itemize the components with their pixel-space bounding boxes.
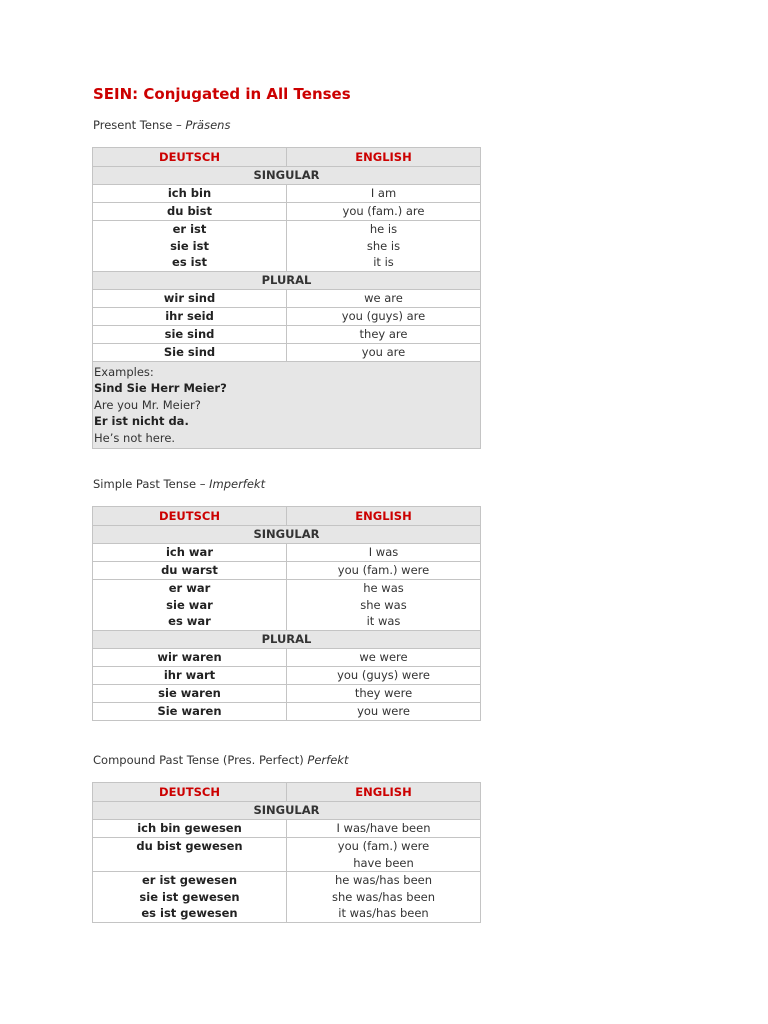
table-row — [93, 343, 481, 361]
header-row — [93, 507, 481, 526]
german-form: er ist gewesen — [141, 873, 238, 887]
german-form: sie ist — [170, 238, 209, 253]
english-translation: I was/have been — [287, 820, 481, 838]
table-row — [93, 580, 481, 631]
table-row — [93, 838, 481, 872]
german-form: er ist — [172, 222, 207, 236]
german-form: sie waren — [93, 684, 287, 702]
header-row — [93, 783, 481, 802]
english-translation: it was — [366, 614, 401, 628]
english-translation: I am — [287, 185, 481, 203]
table-row — [93, 289, 481, 307]
group-label-plural: PLURAL — [93, 630, 481, 648]
english-translation-group — [287, 838, 481, 872]
examples-row — [93, 361, 481, 449]
column-header-english: ENGLISH — [287, 783, 481, 802]
simple-past-heading-text: Simple Past Tense – — [93, 477, 210, 491]
present-heading-german: Präsens — [185, 118, 231, 132]
german-form: ich bin — [93, 185, 287, 203]
german-form: sie sind — [93, 325, 287, 343]
english-translation: have been — [353, 855, 414, 870]
table-row — [93, 185, 481, 203]
table-row — [93, 325, 481, 343]
column-header-english: ENGLISH — [287, 148, 481, 167]
examples-label: Examples: — [94, 364, 154, 379]
english-translation: she was/has been — [331, 889, 436, 904]
german-form: wir sind — [93, 289, 287, 307]
english-translation: you were — [287, 702, 481, 720]
group-label-singular: SINGULAR — [93, 526, 481, 544]
table-row — [93, 684, 481, 702]
german-form: es ist — [172, 255, 207, 269]
german-form: du bist gewesen — [136, 839, 243, 853]
english-translation: they are — [287, 325, 481, 343]
english-translation: it is — [373, 255, 394, 269]
german-form-group — [93, 580, 287, 631]
table-row — [93, 307, 481, 325]
group-label-singular: SINGULAR — [93, 167, 481, 185]
compound-past-heading-german: Perfekt — [307, 753, 349, 767]
english-translation: he is — [369, 222, 398, 236]
group-row-singular — [93, 167, 481, 185]
german-form: du bist — [93, 203, 287, 221]
english-translation: she is — [366, 238, 401, 253]
german-form: er war — [168, 581, 211, 595]
german-form: Sie waren — [93, 702, 287, 720]
present-heading-text: Present Tense – — [93, 118, 186, 132]
english-translation: they were — [287, 684, 481, 702]
example-german: Sind Sie Herr Meier? — [94, 381, 227, 395]
group-row-singular — [93, 526, 481, 544]
german-form-group — [93, 872, 287, 923]
english-translation: we were — [287, 648, 481, 666]
group-label-plural: PLURAL — [93, 271, 481, 289]
german-form-group — [93, 838, 287, 872]
german-form: es war — [168, 614, 211, 628]
table-row — [93, 203, 481, 221]
column-header-deutsch: DEUTSCH — [93, 783, 287, 802]
german-form: sie ist gewesen — [139, 889, 240, 904]
compound-past-heading — [93, 753, 348, 767]
column-header-deutsch: DEUTSCH — [93, 148, 287, 167]
german-form: ich war — [93, 544, 287, 562]
table-row — [93, 872, 481, 923]
english-translation: I was — [287, 544, 481, 562]
english-translation: you (fam.) were — [287, 562, 481, 580]
german-form: ich bin gewesen — [93, 820, 287, 838]
english-translation: it was/has been — [338, 906, 429, 920]
compound-past-heading-text: Compound Past Tense (Pres. Perfect) — [93, 753, 308, 767]
group-row-plural — [93, 271, 481, 289]
table-row — [93, 221, 481, 272]
english-translation: you (fam.) were — [337, 839, 430, 853]
present-tense-heading — [93, 118, 230, 132]
example-english: He’s not here. — [94, 430, 176, 445]
group-label-singular: SINGULAR — [93, 802, 481, 820]
english-translation: he was/has been — [334, 873, 433, 887]
column-header-deutsch: DEUTSCH — [93, 507, 287, 526]
german-form: es ist gewesen — [141, 906, 238, 920]
german-form-group — [93, 221, 287, 272]
english-translation-group — [287, 580, 481, 631]
simple-past-table — [92, 506, 481, 721]
english-translation-group — [287, 872, 481, 923]
english-translation: you (guys) are — [287, 307, 481, 325]
german-form: du warst — [93, 562, 287, 580]
english-translation: she was — [360, 597, 407, 612]
examples-cell — [93, 361, 481, 449]
group-row-plural — [93, 630, 481, 648]
english-translation: you are — [287, 343, 481, 361]
english-translation: he was — [363, 581, 404, 595]
english-translation-group — [287, 221, 481, 272]
german-form: sie war — [166, 597, 213, 612]
simple-past-heading — [93, 477, 265, 491]
table-row — [93, 702, 481, 720]
simple-past-heading-german: Imperfekt — [209, 477, 266, 491]
example-german: Er ist nicht da. — [94, 414, 189, 428]
table-row — [93, 544, 481, 562]
page-title: SEIN: Conjugated in All Tenses — [93, 85, 351, 103]
table-row — [93, 648, 481, 666]
german-form: wir waren — [93, 648, 287, 666]
present-tense-table — [92, 147, 481, 449]
group-row-singular — [93, 802, 481, 820]
example-english: Are you Mr. Meier? — [94, 397, 201, 412]
german-form: ihr seid — [93, 307, 287, 325]
table-row — [93, 820, 481, 838]
header-row — [93, 148, 481, 167]
english-translation: you (guys) were — [287, 666, 481, 684]
table-row — [93, 562, 481, 580]
english-translation: you (fam.) are — [287, 203, 481, 221]
table-row — [93, 666, 481, 684]
compound-past-table — [92, 782, 481, 923]
german-form: ihr wart — [93, 666, 287, 684]
english-translation: we are — [287, 289, 481, 307]
column-header-english: ENGLISH — [287, 507, 481, 526]
german-form: Sie sind — [93, 343, 287, 361]
